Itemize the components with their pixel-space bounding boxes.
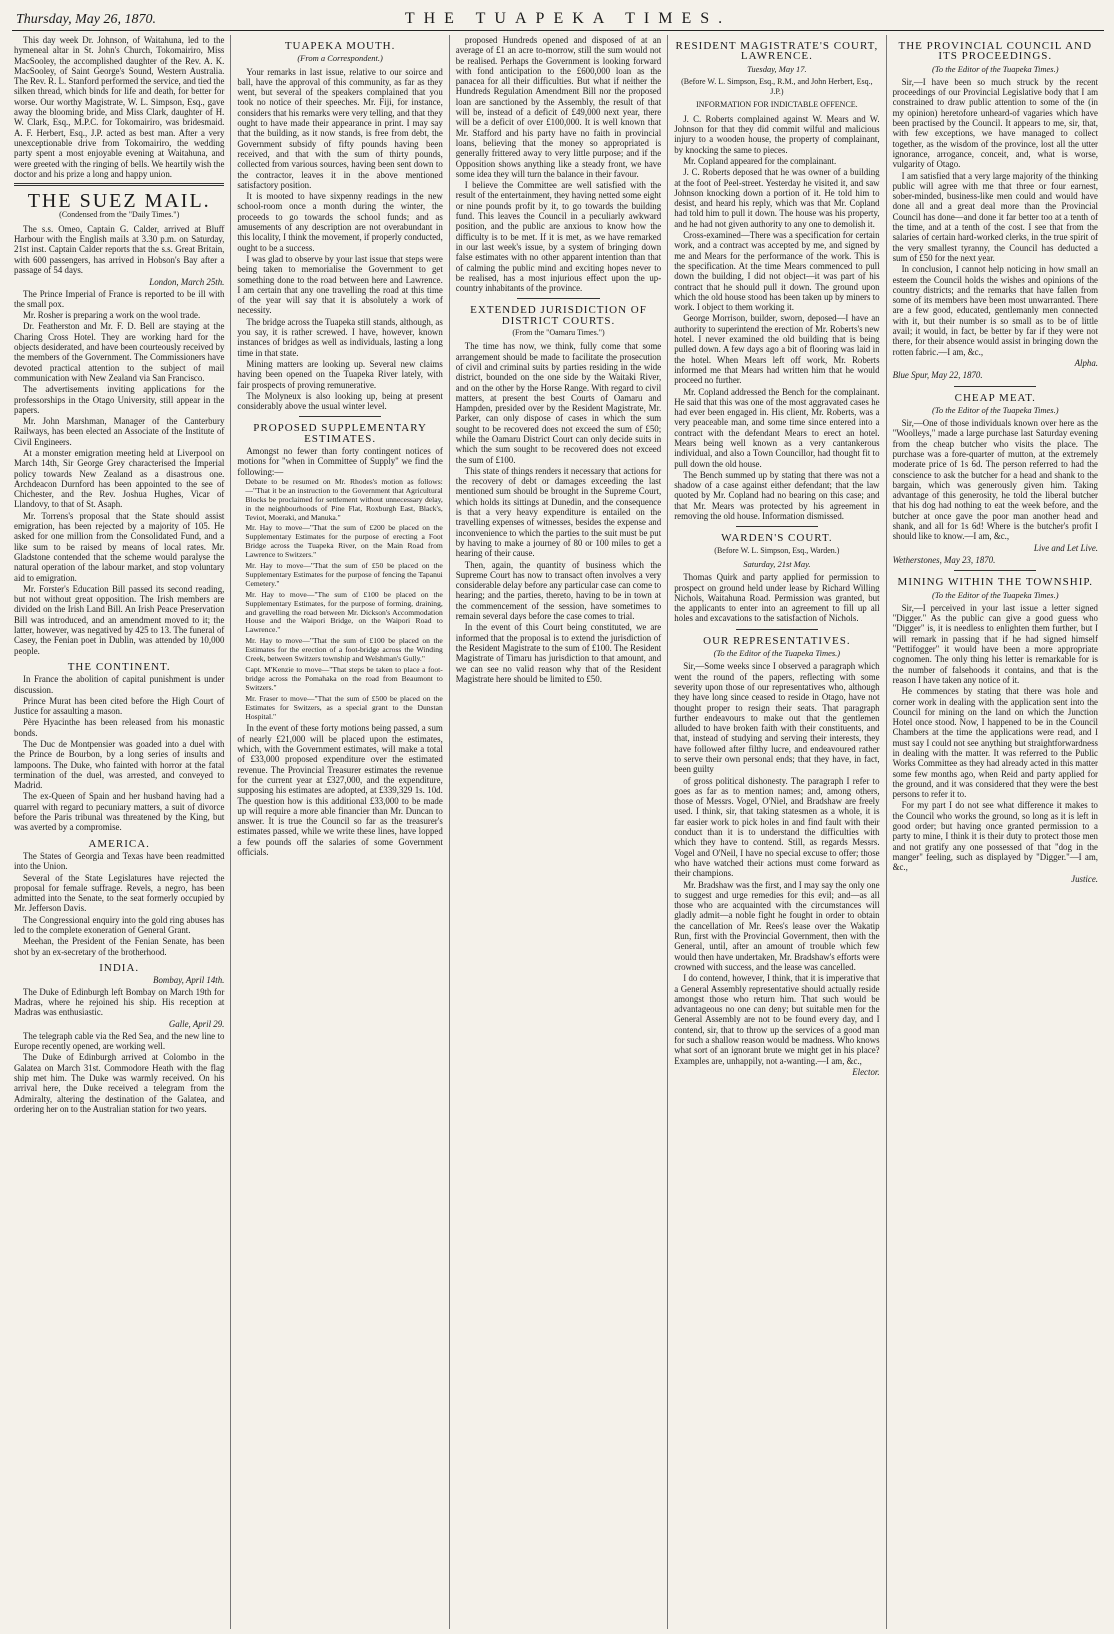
motion-item: Mr. Hay to move—"That the sum of £100 be placed on the Estimates for the erection of a foot-bridge across the Winding Creek, between Switzers township and Welshman's Gully." bbox=[245, 636, 443, 664]
article-paragraph: The bridge across the Tuapeka still stands, although, as you say, it is rather screwed. I have, however, known instances of bridges as well as individuals, lasting a long time in that state. bbox=[237, 316, 443, 358]
columns bbox=[12, 35, 1104, 1629]
article-paragraph: Then, again, the quantity of business which the Supreme Court has now to transact often involves a very considerable delay before any particular case can come to hearing; and the parties, thereto, having to be in town at the commencement of the session, have sometimes to remain several days before the case comes to trial. bbox=[455, 559, 662, 622]
article-paragraph: I believe the Committee are well satisfied with the result of the entertainment, they having netted some eight or nine pounds profit by it, to go towards the building fund. This leaves the Council in a peculiarly awkward position, and the public are anxious to know how the difficulty is to be met. If it is met, as we have remarked in our last week's issue, by a system of bringing down false estimates with no other apparent intention than that of calming the public mind and exciting hopes never to be realised, has a most injurious effect upon the up-country inhabitants of the province. bbox=[455, 180, 662, 294]
letter-signature: Elector. bbox=[852, 1066, 880, 1077]
divider bbox=[954, 386, 1036, 387]
article-paragraph: I am satisfied that a very large majority of the thinking public will agree with me that three or four earnest, sober-minded, business-like men could and would have done all and a great deal more than the Provincial Council has done—and done it far better too at a tenth of the time, and at a tenth of the cost. I see that from the salaries of certain hard-worked clerks, in the true spirit of the very smallest tyranny, the Council has deducted a sum of £50 for the next year. bbox=[892, 170, 1098, 263]
masthead bbox=[12, 6, 1104, 31]
article-paragraph: Dr. Featherston and Mr. F. D. Bell are staying at the Charing Cross Hotel. They are working hard for the objects desiderated, and have been courteously received by the members of the Government. The Commissioners have devoted practical attention to the subject of mail communication with New Zealand via San Francisco. bbox=[14, 321, 225, 383]
motion-item: Mr. Fraser to move—"That the sum of £500 be placed on the Estimates for Switzers, as a special grant to the Dunstan Hospital." bbox=[245, 693, 443, 721]
article-paragraph: Sir,—One of those individuals known over here as the "Woolleys," made a large purchase last Saturday evening from the cheap butcher who visits the place. The purchase was a fore-quarter of mutton, at the extremely moderate price of 1s 6d. The person referred to had the conscience to ask the butcher for a head and shank to the bargain, which was generously given him. Taking advantage of this generosity, he told the liberal butcher that his dog had nothing to eat the week before, and the butcher at once gave the poor man another head and shank, and all for 1s 6d! Where is the butcher's profit I should like to know.—I am, &c., bbox=[892, 418, 1098, 542]
article-paragraph: In France the abolition of capital punishment is under discussion. bbox=[14, 674, 225, 695]
column-2 bbox=[230, 35, 448, 1629]
article-paragraph: Mr. Rosher is preparing a work on the wool trade. bbox=[23, 310, 201, 321]
issue-date: Thursday, May 26, 1870. bbox=[16, 12, 156, 27]
article-paragraph: Mr. Copland appeared for the complainant. bbox=[683, 155, 837, 166]
india-heading: INDIA. bbox=[99, 961, 140, 974]
divider bbox=[517, 298, 599, 299]
motion-item: Debate to be resumed on Mr. Rhodes's motion as follows:—"That it be an instruction to the Government that Agricultural Blocks be proclaimed for settlement without unnecessary delay, in the neighbourhoods of Pine Flat, Roxburgh East, Black's, Teviot, Moeraki, and Manuka." bbox=[245, 476, 443, 522]
column-3 bbox=[449, 35, 667, 1629]
tuapeka-mouth-heading: TUAPEKA MOUTH. bbox=[284, 40, 396, 52]
letter-signature: Live and Let Live. bbox=[1033, 542, 1098, 553]
divider bbox=[299, 416, 381, 417]
supplementary-estimates-heading: PROPOSED SUPPLEMENTARY ESTIMATES. bbox=[253, 422, 427, 445]
continent-heading: THE CONTINENT. bbox=[67, 660, 171, 673]
suez-mail-heading: THE SUEZ MAIL. bbox=[27, 190, 211, 213]
article-paragraph: The time has now, we think, fully come that some arrangement should be made to facilitate the prosecution of civil and criminal suits by parties residing in the wide district, bounded on the one side by the Waitaki River, and on the other by the Horse Range. With regard to civil matters, at present the best Courts of Oamaru and Hampden, presided over by the Resident Magistrate, Mr. Parker, can only dispose of cases in which the sum sought to be recovered does not exceed the sum of £50; while the Oamaru District Court can only decide suits in which the sum sought to be recovered does not exceed the sum of £100. bbox=[455, 341, 662, 465]
article-paragraph: George Morrison, builder, sworn, deposed—I have an authority to superintend the erection of Mr. Roberts's new hotel. I never examined the old building that is being pulled down. A few days ago a bit of flooring was laid in the hotel. When Mears left off work, Mr. Roberts informed me that Mears had written him that he would proceed no further. bbox=[674, 313, 880, 386]
article-paragraph: The ex-Queen of Spain and her husband having had a quarrel with regard to pecuniary matters, a suit of divorce before the Paris tribunal was threatened by the King, but was averted by a compromise. bbox=[14, 791, 225, 833]
column-5 bbox=[886, 35, 1104, 1629]
divider bbox=[14, 183, 224, 186]
divider bbox=[736, 629, 818, 630]
article-paragraph: I was glad to observe by your last issue that steps were being taken to memorialise the Government to get something done to the road between here and Lawrence. I am certain that any one travelling the road at this time of the year will say that it is absolutely a work of necessity. bbox=[237, 253, 443, 316]
article-paragraph: The Duke of Edinburgh arrived at Colombo in the Galatea on March 31st. Commodore Heath with the flag ship met him. The Duke was warmly received. On his arrival here, the Duke received a telegram from the Admiralty, altering the destination of the Galatea, and ordering her on to the Australian station for two years. bbox=[14, 1052, 225, 1114]
article-paragraph: This state of things renders it necessary that actions for the recovery of debt or damages exceeding the last mentioned sum should be brought in the Supreme Court, which holds its sittings at Dunedin, and the consequence is that a very heavy expenditure is entailed on the travelling expenses of witnesses, besides the expense and inconvenience to which the parties to the suit must be put by having to make a journey of 80 or 100 miles to get a hearing of their cause. bbox=[455, 465, 662, 559]
motion-item: Mr. Hay to move—"That the sum of £50 be placed on the Supplementary Estimates for the purpose of fencing the Tapanui Cemetery." bbox=[245, 561, 443, 588]
article-paragraph: The States of Georgia and Texas have been readmitted into the Union. bbox=[14, 850, 225, 872]
divider bbox=[954, 570, 1036, 571]
article-paragraph: proposed Hundreds opened and disposed of at an average of £1 an acre to-morrow, still the sum would not be realised. Perhaps the Government is looking forward with fond anticipation to the £600,000 loan as the panacea for all their difficulties. But what if neither the Hundreds Regulation Amendment Bill nor the proposed loan are sanctioned by the Assembly, the result of that will be, instead of a deficit of £49,000 next year, there will be a deficit of over £100,000. It is well known that Mr. Stafford and his party have no faith in provincial loans, believing that the money so appropriated is generally frittered away to very little purpose; and if the Opposition shows anything like a steady front, we have some idea they will turn the balance in their favour. bbox=[455, 35, 662, 179]
article-paragraph: Mr. John Marshman, Manager of the Canterbury Railways, has been elected an Associate of the Institute of Civil Engineers. bbox=[14, 416, 225, 447]
article-paragraph: Sir,—Some weeks since I observed a paragraph which went the round of the papers, reflecting with some severity upon those of our representatives who, although they have long since ceased to reside in Otago, have not thought proper to resign their seats. That paragraph further endeavours to make out that the gentlemen alluded to have broken faith with their constituents, and that, instead of studying and serving their interests, they have followed after filthy lucre, and endeavoured rather to serve their own personal ends; that they have, in fact, been guilty bbox=[674, 661, 880, 775]
article-paragraph: Several of the State Legislatures have rejected the proposal for female suffrage. Revels, a negro, has been admitted into the Senate, to the seat formerly occupied by Mr. Jefferson Davis. bbox=[14, 872, 225, 914]
letter-to-editor-note: (To the Editor of the Tuapeka Times.) bbox=[932, 589, 1059, 600]
article-paragraph: It is mooted to have sixpenny readings in the new school-room once a month during the winter, the proceeds to go towards the school funds; and as amusements of any description are not overabundant in this locality, I think the movement, if properly conducted, ought to be a success. bbox=[237, 191, 443, 253]
column-4 bbox=[667, 35, 885, 1629]
article-paragraph: Mr. Torrens's proposal that the State should assist emigration, has been rejected by a majority of 105. He asked for one million from the Consolidated Fund, and a like sum to be raised by means of local rates. Mr. Gladstone contended that the scheme would paralyse the natural operation of the labour market, and stop voluntary aid to emigration. bbox=[14, 510, 225, 583]
motion-item: Mr. Hay to move—"The sum of £100 be placed on the Supplementary Estimates, for the purpose of forming, draining, and gravelling the road between Mr. Dickson's Accommodation House and the Waipori Bridge, on the Waipori Road to Lawrence." bbox=[245, 589, 443, 635]
dateline: Bombay, April 14th. bbox=[153, 975, 225, 986]
extended-jurisdiction-heading: EXTENDED JURISDICTION OF DISTRICT COURTS. bbox=[470, 304, 647, 327]
article-paragraph: The Molyneux is also looking up, being at present considerably above the usual winter level. bbox=[237, 390, 443, 412]
article-paragraph: The telegraph cable via the Red Sea, and the new line to Europe recently opened, are working well. bbox=[14, 1030, 225, 1052]
motion-item: Capt. M'Kenzie to move—"That steps be taken to place a foot-bridge across the Pomahaka on the road from Beaumont to Switzers." bbox=[245, 665, 443, 692]
article-paragraph: Sir,—I have been so much struck by the recent proceedings of our Provincial Legislative body that I am constrained to draw public attention to some of the (in my opinion) heretofore unheard-of vagaries which have been practised by the Council. It appears to me, sir, that, with few exceptions, we have managed to collect together, as the wisdom of the province, lost all the utter ignorance, arrogance, conceit, and, what is worse, vulgarity of Otago. bbox=[892, 76, 1098, 170]
newspaper-title: THE TUAPEKA TIMES. bbox=[404, 10, 732, 27]
letter-dateline: Wetherstones, May 23, 1870. bbox=[892, 554, 996, 565]
resident-magistrate-heading: RESIDENT MAGISTRATE'S COURT, LAWRENCE. bbox=[675, 40, 879, 63]
motion-item: Mr. Hay to move—"That the sum of £200 be placed on the Supplementary Estimates for the purpose of erecting a Foot Bridge across the Tuapeka River, on the Main Road from Lawrence to Switzers." bbox=[245, 523, 443, 560]
article-paragraph: J. C. Roberts deposed that he was owner of a building at the foot of Peel-street. Yesterday he visited it, and saw Johnson knocking down a portion of it. He told him to desist, and heard his reply, which was that Mr. Copland had told him to pull it down. The house was his property, and he had not given authority to any one to demolish it. bbox=[674, 167, 880, 229]
article-paragraph: The Duke of Edinburgh left Bombay on March 19th for Madras, where he rejoined his ship. His reception at Madras was enthusiastic. bbox=[14, 986, 225, 1018]
court-date: Tuesday, May 17. bbox=[747, 63, 807, 74]
article-paragraph: Père Hyacinthe has been released from his monastic bonds. bbox=[14, 717, 225, 738]
provincial-council-heading: THE PROVINCIAL COUNCIL AND ITS PROCEEDINGS. bbox=[898, 40, 1093, 63]
article-paragraph: Mr. Bradshaw was the first, and I may say the only one to suggest and urge remedies for this evil; and—as all those who are acquainted with the circumstances will gladly admit—a noble fight he fought in order to obtain the cancellation of Mr. Rees's lease over the Wakatip Run, first with the Provincial Government, then with the General, until, after an amount of trouble which few would then have undertaken, Mr. Bradshaw's efforts were crowned with success, and the lease was cancelled. bbox=[674, 879, 880, 972]
dateline: Galle, April 29. bbox=[168, 1019, 225, 1030]
article-paragraph: The s.s. Omeo, Captain G. Calder, arrived at Bluff Harbour with the English mails at 3.30 p.m. on Saturday, 21st inst. Captain Calder reports that the s.s. Great Britain, with 600 passengers, has arrived in Hobson's Bay after a passage of 54 days. bbox=[14, 223, 225, 275]
letter-to-editor-note: (To the Editor of the Tuapeka Times.) bbox=[932, 404, 1059, 415]
article-source: (From the "Oamaru Times.") bbox=[512, 328, 605, 338]
wardens-court-heading: WARDEN'S COURT. bbox=[721, 532, 833, 545]
article-paragraph: Thomas Quirk and party applied for permission to prospect on ground held under lease by Richard Willing Nichols, Waitahuna Road. Permission was granted, but the applicants to enter into an agreement to fill up all holes and excavations to the satisfaction of Nichols. bbox=[674, 572, 880, 624]
america-heading: AMERICA. bbox=[88, 837, 150, 850]
letter-signature: Alpha. bbox=[1074, 357, 1098, 368]
article-paragraph: Mr. Copland addressed the Bench for the complainant. He said that this was one of the most aggravated cases he had ever been engaged in. His client, Mr. Roberts, was a very peaceable man, and some time since entered into a contract with the defendant Mears to erect an hotel. Mears being well known as a very cantankerous individual, and also a Town Councillor, had thought fit to pull down the old house. bbox=[674, 386, 880, 469]
our-representatives-heading: OUR REPRESENTATIVES. bbox=[703, 634, 851, 647]
dateline: London, March 25th. bbox=[149, 277, 225, 288]
article-paragraph: In the event of these forty motions being passed, a sum of nearly £21,000 will be placed upon the estimates, which, with the Government estimates, will make a total of £33,000 proposed expenditure over the estimated revenue. The Provincial Treasurer estimates the revenue for the current year at £327,000, and the expenditure, supposing his estimates are adopted, at £339,329 1s. 10d. The question how is this additional £33,000 to be made up will require a more able financier than Mr. Duncan to answer. It is true the Council so far as the treasurer's estimates passed, while we write these lines, have lopped a few pounds off the salaries of some Government officials. bbox=[237, 723, 443, 857]
article-paragraph: In the event of this Court being constituted, we are informed that the proposal is to extend the jurisdiction of the Resident Magistrate to the sum of £100. The Resident Magistrate of Timaru has jurisdiction to that amount, and we can see no valid reason why that of the Resident Magistrate here should be limited to £50. bbox=[455, 622, 662, 684]
court-bench: (Before W. L. Simpson, Esq., Warden.) bbox=[714, 545, 840, 555]
cheap-meat-heading: CHEAP MEAT. bbox=[954, 391, 1036, 404]
article-paragraph: J. C. Roberts complained against W. Mears and W. Johnson for that they did commit wilful and malicious injury to a wooden house, the property of complainant, by knocking the same to pieces. bbox=[674, 113, 880, 155]
article-paragraph: In conclusion, I cannot help noticing in how small an esteem the Council holds the wishes and opinions of the country districts; and the remarks that have fallen from some of its members have been most unwarranted. There are a few good, educated, gentlemanly men connected with it, but their number is so small as to be of little avail; it would, in fact, be better by far if they were not there, for their absence would assist in bringing down the rotten fabric.—I am, &c., bbox=[892, 264, 1098, 357]
case-type: INFORMATION FOR INDICTABLE OFFENCE. bbox=[696, 100, 858, 110]
column-1 bbox=[12, 35, 230, 1629]
article-paragraph: The Bench summed up by stating that there was not a shadow of a case against either defendant; that the law quoted by Mr. Copland had no bearing on this case; and that Mr. Mears was protected by his agreement in removing the old house. Information dismissed. bbox=[674, 469, 880, 522]
article-paragraph: The Duc de Montpensier was goaded into a duel with the Prince de Bourbon, by a long series of insults and lampoons. The Duke, who fainted with horror at the fatal termination of the duel, was arrested, and conveyed to Madrid. bbox=[14, 739, 225, 791]
letter-to-editor-note: (To the Editor of the Tuapeka Times.) bbox=[932, 63, 1059, 74]
article-paragraph: Amongst no fewer than forty contingent notices of motions for "when in Committee of Supply" we find the following:— bbox=[237, 445, 443, 477]
wedding-notice: This day week Dr. Johnson, of Waitahuna, led to the hymeneal altar in St. John's Church, Tokomairiro, Miss MacSooley, the accomplished daughter of the Rev. A. K. MacSooley, of Saint George's Sound, Western Australia. The Rev. R. L. Stanford performed the service, and tied the silken thread, which binds for life and death, for better for worse. Our worthy Magistrate, W. L. Simpson, Esq., gave away the blooming bride, and Miss Clark, daughter of H. W. Clark, Esq., M.P.C. for Tokomairiro, was bridesmaid. A. F. Herbert, Esq., J.P. acted as best man. After a very unexceptionable drive from Tokomairiro, the wedding party spent a most enjoyable evening at Waitahuna, and were greeted with the ringing of bells. We heartily wish the doctor and his prize a long and happy union. bbox=[14, 35, 225, 179]
article-paragraph: Cross-examined—There was a specification for certain work, and a contract was accepted by me, and signed by me and Mears for the performance of the work. This is the specification. At the time Mears commenced to pull down the building, I did not object—it was part of his contract that he should pull it down. The ground upon which the old house stood has been taken up by miners to work. I object to them working it. bbox=[674, 230, 880, 313]
court-date: Saturday, 21st May. bbox=[743, 558, 811, 569]
article-paragraph: For my part I do not see what difference it makes to the Council who works the ground, so long as it is left in good order; but having once granted permission to a party to mine, I think it is their duty to protect those men and not gratify any one possessed of that "dog in the manger" feeling, such as displayed by "Digger."—I am, &c., bbox=[892, 800, 1098, 873]
article-paragraph: of gross political dishonesty. The paragraph I refer to goes as far as to mention names; and, among others, those of Messrs. Vogel, O'Niel, and Bradshaw are freely used. I think, sir, that taking statesmen as a whole, it is far easier work to pick holes in and find fault with their conduct than it is to understand the difficulties with which they have to contend. Still, as regards Messrs. Vogel and O'Neil, I have no special excuse to offer; those who have watched their actions must come forward as their champions. bbox=[674, 775, 880, 879]
article-paragraph: Mining matters are looking up. Several new claims having been opened on the Tuapeka River lately, with fair prospects of proving remunerative. bbox=[237, 358, 443, 390]
article-paragraph: Prince Murat has been cited before the High Court of Justice for assaulting a mason. bbox=[14, 695, 225, 717]
divider bbox=[736, 526, 818, 527]
article-paragraph: He commences by stating that there was hole and corner work in dealing with the application sent into the Council for mining on the land on which the Junction Hotel once stood. Now, I happened to be in the Council Chambers at the time the applications were read, and I must say I could not see anything but straightforwardness in dealing with the matter. It was referred to the Public Works Committee as they had already acted in this matter some few months ago, when Reid and party applied for the ground, and it was considered that they were the best persons to refer it to. bbox=[892, 686, 1098, 800]
letter-dateline: Blue Spur, May 22, 1870. bbox=[892, 370, 983, 381]
article-paragraph: Mr. Forster's Education Bill passed its second reading, but not without great opposition. The Irish members are divided on the Irish Land Bill. An Irish Peace Preservation Bill was introduced, and an amendment moved to it; the latter, however, was negatived by 425 to 13. The funeral of Casey, the Fenian poet in Dublin, was attended by 10,000 people. bbox=[14, 583, 225, 656]
article-paragraph: Meehan, the President of the Fenian Senate, has been shot by an ex-secretary of the brotherhood. bbox=[14, 936, 225, 957]
letter-to-editor-note: (To the Editor of the Tuapeka Times.) bbox=[713, 648, 841, 659]
court-bench: (Before W. L. Simpson, Esq., R.M., and John Herbert, Esq., J.P.) bbox=[681, 76, 873, 97]
letter-signature: Justice. bbox=[1071, 873, 1098, 884]
article-paragraph: I do contend, however, I think, that it is imperative that a General Assembly representative should actually reside amongst those who return him. That such would be advantageous no one can deny; but suitable men for the General Assembly are not to be found every day, and I contend, sir, that to throw up the services of a good man for such a shallow reason would be madness. Who knows what sort of an ignorant brute we might get in his place? Examples are, unhappily, not a-wanting.—I am, &c., bbox=[674, 973, 880, 1066]
article-paragraph: The advertisements inviting applications for the professorships in the Otago University, still appear in the papers. bbox=[14, 384, 225, 415]
suez-mail-source: (Condensed from the "Daily Times.") bbox=[59, 210, 180, 220]
article-paragraph: The Congressional enquiry into the gold ring abuses has led to the complete exoneration of General Grant. bbox=[14, 914, 225, 936]
mining-township-heading: MINING WITHIN THE TOWNSHIP. bbox=[897, 576, 1094, 589]
article-paragraph: Sir,—I perceived in your last issue a letter signed "Digger." As the public can give a good guess who "Digger" is, it is needless to enlighten them further, but I will remark in passing that if he had signed himself "Pettifogger" it would have been a more appropriate cognomen. The only thing his letter is remarkable for is the number of falsehoods it contains, and that is the reason I have taken any notice of it. bbox=[892, 602, 1098, 685]
motions-list bbox=[237, 478, 442, 722]
article-paragraph: The Prince Imperial of France is reported to be ill with the small pox. bbox=[14, 288, 225, 309]
correspondent-note: (From a Correspondent.) bbox=[297, 53, 383, 64]
article-paragraph: Your remarks in last issue, relative to our soirce and ball, have the approval of this community, as far as they went, but several of the speakers complained that you took no notice of their speeches. Mr. Fiji, for instance, considers that his remarks were very telling, and that they ought to have made their appearance in print. I may say that the building, as it now stands, is free from debt, the Government subsidy of fifty pounds having been received, and that with the sum of thirty pounds, collected from various sources, having been sent down to the contractor, leaves it in the above mentioned satisfactory position. bbox=[237, 66, 443, 190]
article-paragraph: At a monster emigration meeting held at Liverpool on March 14th, Sir George Grey characterised the Imperial policy towards New Zealand as a disastrous one. Archdeacon Durnford has been appointed to the see of Chichester, and the Rev. Joshua Hughes, Vicar of Llandovy, to that of St. Asaph. bbox=[14, 447, 225, 510]
